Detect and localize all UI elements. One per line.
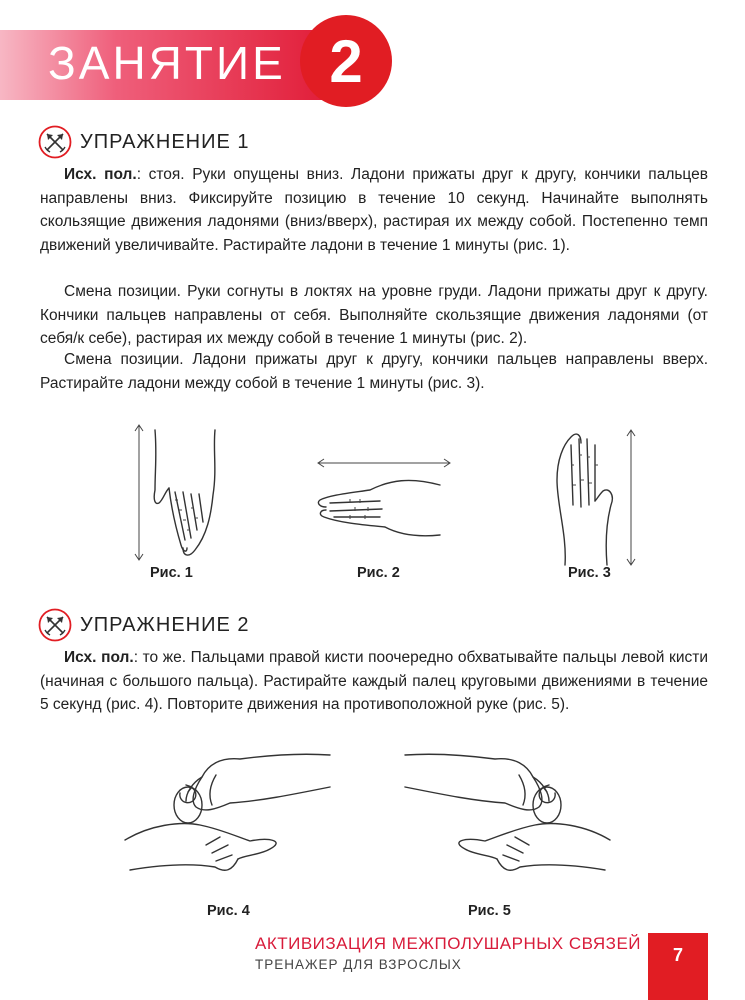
figure-1-caption: Рис. 1	[150, 565, 193, 581]
figure-4-caption: Рис. 4	[207, 903, 250, 919]
figure-4-finger-massage	[120, 745, 335, 895]
initial-position-label: Исх. пол.	[64, 649, 134, 666]
footer-book-subtitle: ТРЕНАЖЕР ДЛЯ ВЗРОСЛЫХ	[255, 957, 462, 972]
exercise-2-title: УПРАЖНЕНИЕ 2	[80, 613, 250, 636]
lesson-number-badge: 2	[300, 15, 392, 107]
figure-1-hands-down	[125, 420, 235, 570]
exercise-1-paragraph-2: Смена позиции. Руки согнуты в локтях на уровне груди. Ладони прижаты друг к другу. Кончики пальцев направлены от себя. Выполняйте скользящие движения ладонями (от себя/к себе), растирая их между собой в течение 1 минуты (рис. 2).	[40, 283, 708, 347]
figure-3-hands-up	[545, 425, 640, 570]
figure-5-caption: Рис. 5	[468, 903, 511, 919]
page-number: 7	[648, 933, 708, 1000]
crossed-arrows-icon	[38, 125, 72, 159]
initial-position-label: Исх. пол.	[64, 166, 137, 183]
exercise-2-heading	[38, 608, 250, 642]
exercise-1-title: УПРАЖНЕНИЕ 1	[80, 130, 250, 153]
crossed-arrows-icon	[38, 608, 72, 642]
figure-2-caption: Рис. 2	[357, 565, 400, 581]
footer-book-title: АКТИВИЗАЦИЯ МЕЖПОЛУШАРНЫХ СВЯЗЕЙ	[255, 934, 642, 953]
exercise-1-paragraph-1-text: : стоя. Руки опущены вниз. Ладони прижаты друг к другу, кончики пальцев направлены вниз. Фиксируйте позицию в течение 10 секунд. Начинайте выполнять скользящие движения ладонями (вниз/вверх), растирая их между собой. Постепенно темп движений увеличивайте. Растирайте ладони в течение 1 минуты (рис. 1).	[40, 166, 708, 254]
figure-2-hands-forward	[310, 455, 460, 550]
exercise-1-paragraph-3: Смена позиции. Ладони прижаты друг к другу, кончики пальцев направлены вверх. Растирайте ладони между собой в течение 1 минуты (рис. 3).	[40, 351, 708, 392]
exercise-2-paragraph-1	[40, 646, 708, 717]
lesson-title: ЗАНЯТИЕ	[48, 37, 286, 89]
exercise-1-paragraph-1	[40, 163, 708, 257]
exercise-2-paragraph-1-text: : то же. Пальцами правой кисти поочередно обхватывайте пальцы левой кисти (начиная с большого пальца). Растирайте каждый палец круговыми движениями в течение 5 секунд (рис. 4). Повторите движения на противоположной руке (рис. 5).	[40, 649, 708, 713]
exercise-1-heading	[38, 125, 250, 159]
figure-3-caption: Рис. 3	[568, 565, 611, 581]
figure-5-finger-massage-opposite	[400, 745, 615, 895]
